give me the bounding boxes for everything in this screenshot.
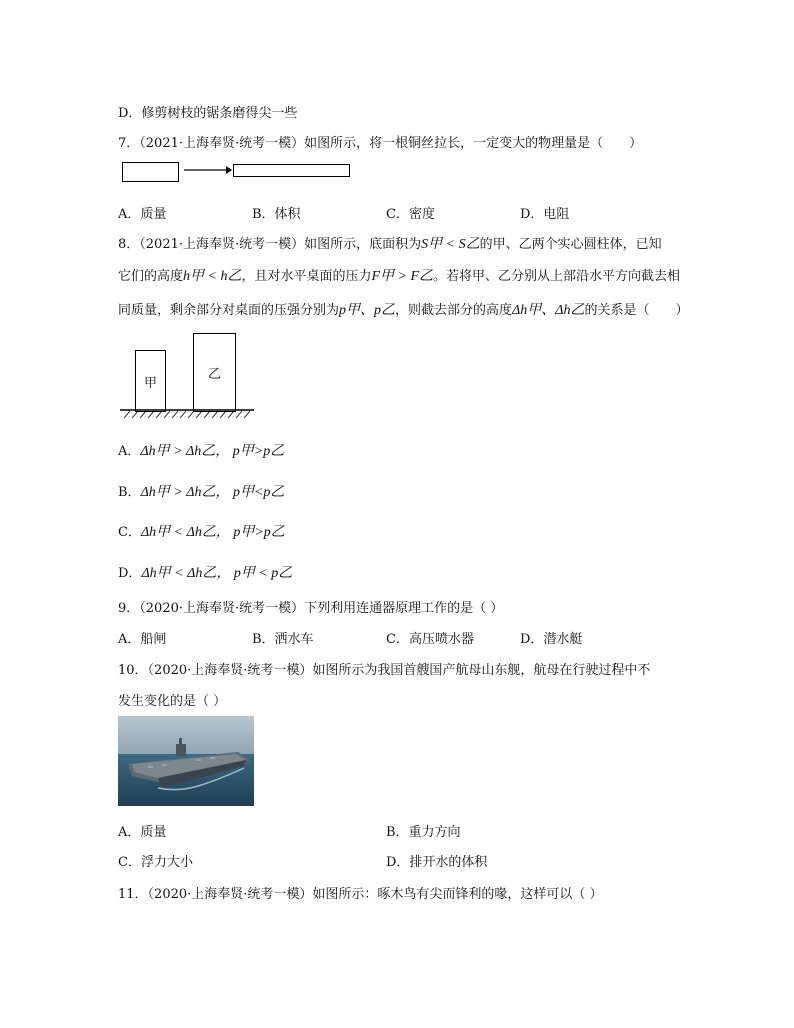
q8-option-d	[118, 562, 292, 582]
option-letter: D．	[118, 566, 142, 581]
arrow-icon	[182, 163, 232, 177]
aircraft-carrier-image	[118, 716, 254, 806]
option-letter: B．	[118, 485, 141, 500]
q10-option-d: D．排开水的体积	[386, 855, 488, 870]
q8-stem-line3	[118, 299, 688, 319]
q10-stem-line2: 发生变化的是（ ）	[118, 694, 227, 709]
q8-option-c	[118, 521, 285, 541]
q8-math-force: F甲 > F乙	[371, 269, 434, 284]
q8-stem-text: 的甲、乙两个实心圆柱体，已知	[479, 237, 662, 252]
q10-option-b: B．重力方向	[386, 825, 461, 840]
q10-option-a: A．质量	[118, 825, 167, 840]
q8-math-height: h甲 < h乙	[183, 269, 242, 284]
q8-stem-line2	[118, 265, 680, 285]
cylinder-jia	[135, 350, 166, 412]
q8-stem-text: 它们的高度	[118, 269, 184, 284]
q8-stem-line1	[118, 233, 662, 253]
q8-math-dh: Δh甲、Δh乙	[512, 303, 585, 318]
q8-stem-text: 。若将甲、乙分别从上部沿水平方向截去相	[433, 269, 681, 284]
q10-option-c: C．浮力大小	[118, 855, 193, 870]
q7-option-d: D．电阻	[520, 207, 570, 222]
q8-math-pressure: p甲、p乙	[339, 303, 396, 318]
q8-stem-text: 同质量，剩余部分对桌面的压强分别为	[118, 303, 340, 318]
q8-math-area: S甲 < S乙	[421, 237, 480, 252]
q10-stem-line1: 10．（2020·上海奉贤·统考一模）如图所示为我国首艘国产航母山东舰，航母在行驶过程中不	[118, 663, 651, 678]
q7-stem: 7．（2021·上海奉贤·统考一模）如图所示，将一根铜丝拉长，一定变大的物理量是（ ）	[118, 136, 643, 151]
q8-stem-text: ，且对水平桌面的压力	[241, 269, 372, 284]
q8-option-b	[118, 481, 284, 501]
q7-option-b: B．体积	[252, 207, 301, 222]
q9-stem: 9．（2020·上海奉贤·统考一模）下列利用连通器原理工作的是（ ）	[118, 601, 504, 616]
q9-option-b: B．洒水车	[252, 632, 314, 647]
q9-option-c: C．高压喷水器	[386, 632, 474, 647]
short-wire-box	[122, 162, 179, 182]
q9-option-d: D．潜水艇	[520, 632, 583, 647]
option-letter: C．	[118, 525, 141, 540]
option-math: Δh甲 > Δh乙， p甲<p乙	[140, 485, 285, 500]
q8-stem-text: 8．（2021·上海奉贤·统考一模）如图所示，底面积为	[118, 237, 422, 252]
cylinder-yi	[193, 333, 236, 412]
q6-option-d: D．修剪树枝的锯条磨得尖一些	[118, 106, 298, 121]
option-letter: A．	[118, 444, 141, 459]
q8-option-a	[118, 440, 284, 460]
option-math: Δh甲 > Δh乙， p甲>p乙	[140, 444, 285, 459]
cylinder-yi-label: 乙	[207, 367, 221, 382]
q9-option-a: A．船闸	[118, 632, 167, 647]
q7-option-a: A．质量	[118, 207, 167, 222]
q7-option-c: C．密度	[386, 207, 435, 222]
option-math: Δh甲 < Δh乙， p甲>p乙	[140, 525, 285, 540]
q8-stem-text: ，则截去部分的高度	[395, 303, 513, 318]
cylinder-jia-label: 甲	[143, 375, 157, 391]
long-wire-box	[233, 164, 350, 177]
table-surface	[120, 409, 254, 419]
q8-stem-text: 的关系是（ ）	[584, 303, 689, 318]
option-math: Δh甲 < Δh乙， p甲 < p乙	[141, 566, 293, 581]
q11-stem: 11．（2020·上海奉贤·统考一模）如图所示：啄木鸟有尖而锋利的喙，这样可以（ ）	[118, 887, 603, 902]
